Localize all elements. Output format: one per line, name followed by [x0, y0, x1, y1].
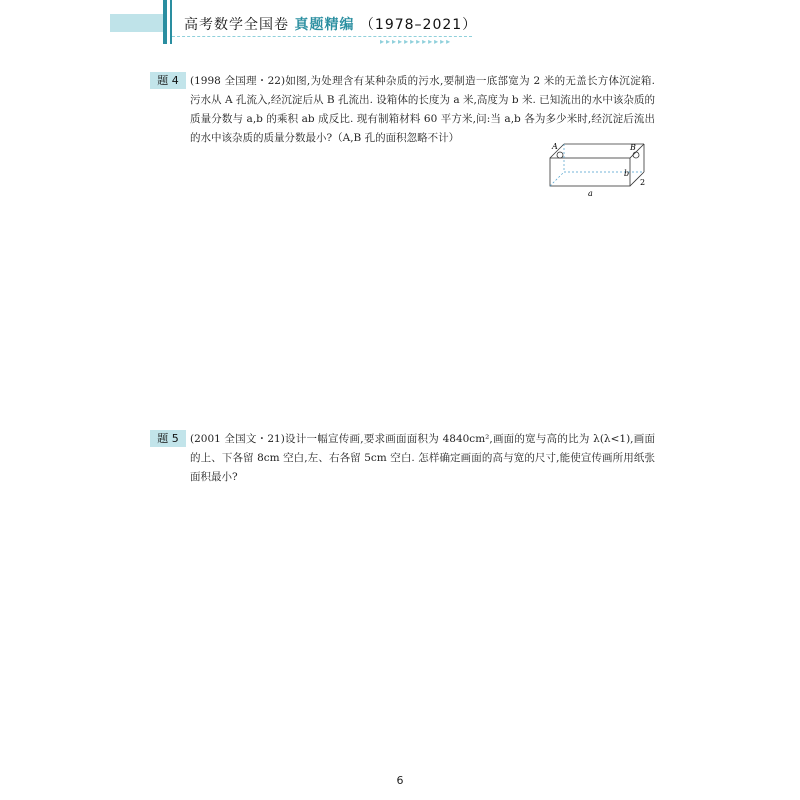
hole-a-icon [557, 152, 563, 158]
book-title-years: （1978–2021） [359, 17, 478, 33]
header-arrow-decoration: ▸▸▸▸▸▸▸▸▸▸▸▸ [380, 37, 453, 46]
page-header [0, 0, 800, 44]
tank-diagram [540, 140, 660, 208]
tank-hidden-edge [550, 172, 564, 186]
tank-figure [540, 140, 660, 208]
problem-badge: 题 5 [150, 430, 186, 447]
problem-text: (2001 全国文・21)设计一幅宣传画,要求画面面积为 4840cm²,画面的宽与高的比为 λ(λ<1),画面的上、下各留 8cm 空白,左、右各留 5cm 空白. 怎样确定画面的高与宽的尺寸,能使宣传画所用纸张面积最小? [190, 433, 655, 483]
label-width: 2 [640, 178, 646, 187]
problem-badge: 题 4 [150, 72, 186, 89]
label-height: b [624, 169, 630, 178]
label-a-hole: A [552, 142, 558, 151]
problem-text: (1998 全国理・22)如图,为处理含有某种杂质的污水,要制造一底部宽为 2 米的无盖长方体沉淀箱. 污水从 A 孔流入,经沉淀后从 B 孔流出. 设箱体的长度为 a 米,高度为 b 米. 已知流出的水中该杂质的质量分数与 a,b 的乘积 ab 成反比. 现有制箱材料 60 平方米,问:当 a,b 各为多少米时,经沉淀后流出的水中该杂质的质量分数最小?（A,B 孔的面积忽略不计） [190, 75, 655, 144]
page-number: 6 [396, 774, 404, 787]
problem-5 [150, 430, 655, 487]
header-color-block [110, 14, 165, 32]
header-divider-bar [163, 0, 167, 44]
header-divider-bar-thin [170, 0, 172, 44]
label-length: a [588, 189, 593, 198]
hole-b-icon [633, 152, 639, 158]
book-title [184, 14, 477, 34]
book-title-prefix: 高考数学全国卷 [184, 17, 289, 33]
problem-4 [150, 72, 655, 148]
label-b-hole: B [630, 143, 636, 152]
book-title-accent: 真题精编 [294, 17, 355, 33]
